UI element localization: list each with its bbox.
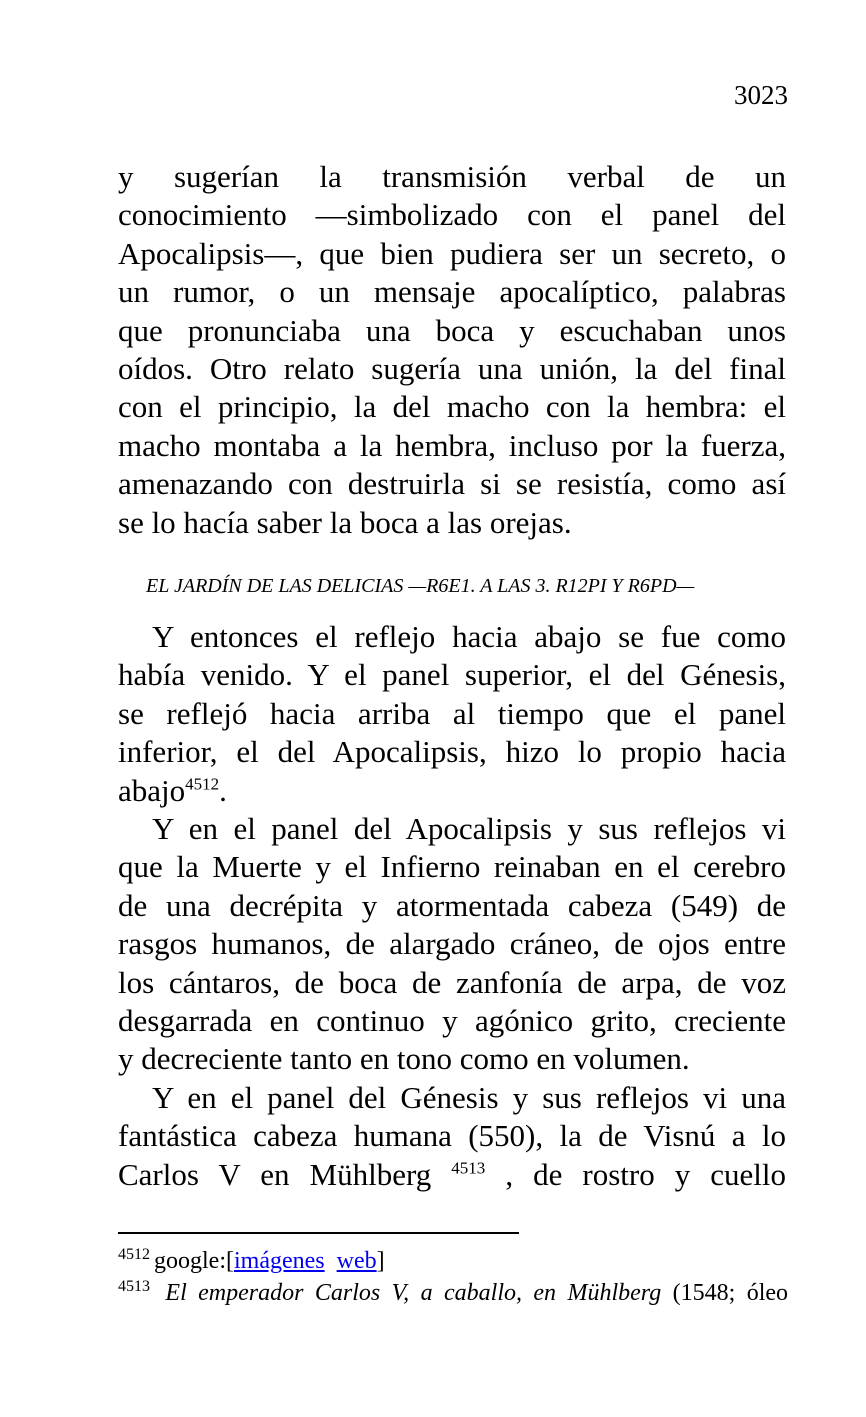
text-line: los cántaros, de boca de zanfonía de arpa, de voz [118,964,786,1000]
text-line: macho montaba a la hembra, incluso por la fuerza, [118,427,786,463]
text-line: Y en el panel del Génesis y sus reflejos vi una [152,1079,786,1115]
footnotes [118,1245,788,1309]
text-fragment: abajo [118,772,186,808]
text-line: fantástica cabeza humana (550), la de Visnú a lo [118,1118,786,1154]
text-line: Y en el panel del Apocalipsis y sus reflejos vi [152,811,786,847]
text-fragment: , de rostro y cuello [505,1156,787,1192]
text-line: Y entonces el reflejo hacia abajo se fue como [152,619,786,654]
text-line: amenazando con destruirla si se resistía, como así [118,466,786,502]
body-text [118,618,786,1194]
paragraph-3 [118,810,786,1079]
text-line: conocimiento —simbolizado con el panel del [118,197,786,233]
text-line [118,772,786,810]
text-line: y sugerían la transmisión verbal de un [118,159,786,194]
text-line: rasgos humanos, de alargado cráneo, de ojos entre [118,926,786,962]
footnote-prefix: google:[ [154,1248,234,1274]
paragraph-4 [118,1079,786,1194]
footnote-ref: 4512 [185,774,220,794]
section-heading: EL JARDÍN DE LAS DELICIAS —R6E1. A LAS 3. R12PI Y R6PD— [146,575,695,597]
text-line: inferior, el del Apocalipsis, hizo lo propio hacia [118,734,786,770]
text-line: con el principio, la del macho con la hembra: el [118,389,786,425]
text-line: oídos. Otro relato sugería una unión, la del final [118,351,786,387]
footnote-4512 [118,1245,788,1277]
web-link[interactable]: web [336,1248,377,1274]
text-line: y decreciente tanto en tono como en volumen. [118,1041,690,1077]
paragraph-1 [118,158,786,542]
footnote-4513 [118,1277,788,1309]
text-line: se lo hacía saber la boca a las orejas. [118,504,572,540]
text-fragment: Carlos V en Mühlberg [118,1156,432,1192]
footnote-text: (1548; óleo [672,1280,789,1306]
text-line: Apocalipsis—, que bien pudiera ser un secreto, o [118,235,786,271]
footnote-ref: 4513 [451,1158,486,1178]
images-link[interactable]: imágenes [233,1248,325,1274]
footnote-mark: 4513 [118,1278,150,1295]
footnote-divider [118,1232,519,1234]
text-line: de una decrépita y atormentada cabeza (549) de [118,887,786,923]
text-line: desgarrada en continuo y agónico grito, creciente [118,1003,786,1039]
page-number: 3023 [734,80,788,110]
text-line [118,1156,786,1194]
text-line: había venido. Y el panel superior, el del Génesis, [118,657,786,693]
text-line: que pronunciaba una boca y escuchaban unos [118,312,786,348]
text-line: se reflejó hacia arriba al tiempo que el panel [118,695,786,731]
text-line: que la Muerte y el Infierno reinaban en el cerebro [118,849,786,885]
footnote-artwork-title: El emperador Carlos V, a caballo, en Mühlberg [165,1280,662,1306]
footnote-suffix: ] [376,1248,385,1274]
text-line: un rumor, o un mensaje apocalíptico, palabras [118,274,786,310]
paragraph-2 [118,618,786,810]
text-fragment: . [219,772,227,808]
footnote-mark: 4512 [118,1246,150,1263]
